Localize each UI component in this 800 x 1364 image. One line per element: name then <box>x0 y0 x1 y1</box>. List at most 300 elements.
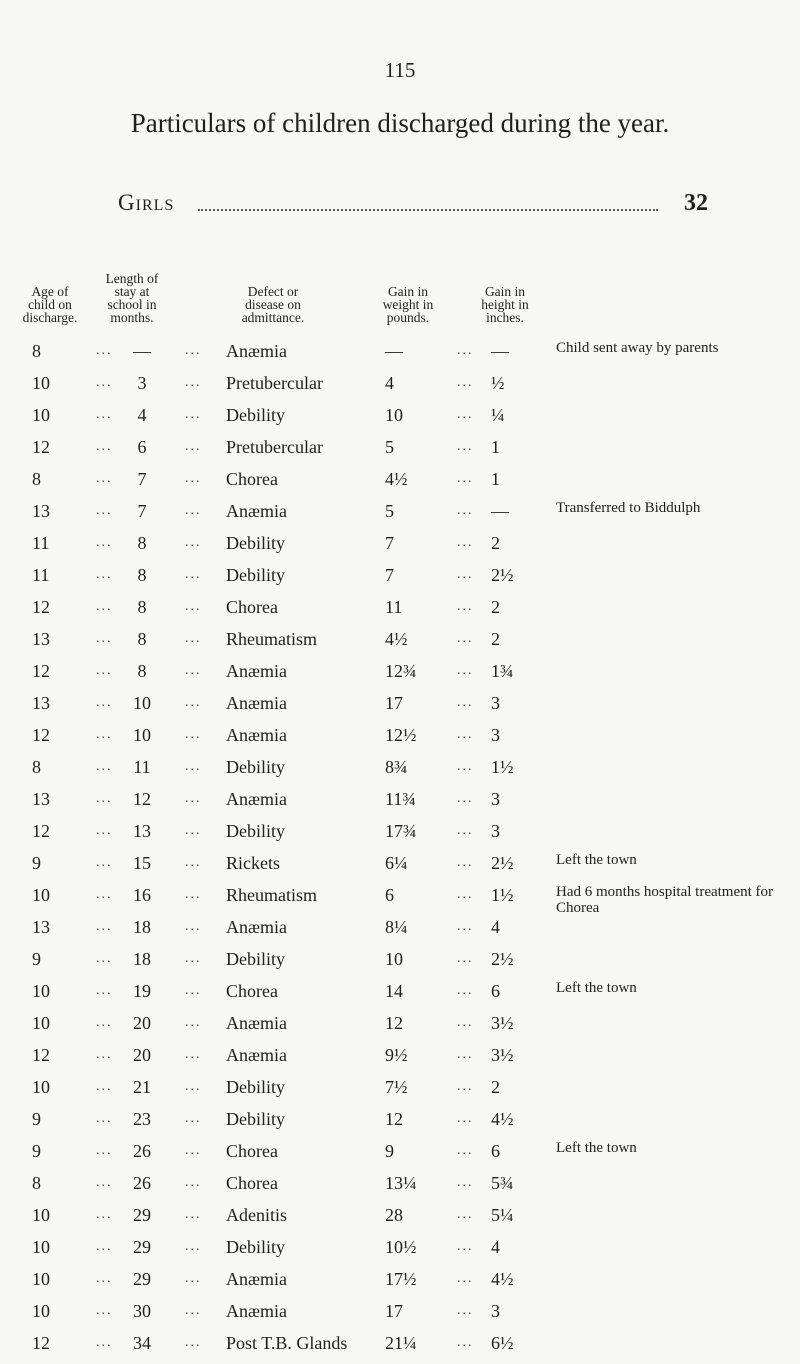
dots-separator: ... <box>96 599 113 614</box>
dots-separator: ... <box>96 535 113 550</box>
defect-cell: Chorea <box>226 1173 278 1193</box>
height-cell: 2 <box>491 597 500 617</box>
length-cell: 34 <box>133 1333 151 1353</box>
age-cell: 10 <box>32 1077 50 1097</box>
dots-separator: ... <box>457 375 474 390</box>
age-cell: 10 <box>32 405 50 425</box>
dots-separator: ... <box>96 695 113 710</box>
defect-cell: Rickets <box>226 853 280 873</box>
defect-cell: Chorea <box>226 981 278 1001</box>
dots-separator: ... <box>96 503 113 518</box>
dots-separator: ... <box>96 439 113 454</box>
table-row <box>0 500 800 532</box>
table-row <box>0 340 800 372</box>
age-cell: 12 <box>32 437 50 457</box>
table-row <box>0 1300 800 1332</box>
height-cell: ¼ <box>491 405 505 425</box>
length-cell: 7 <box>137 469 147 489</box>
column-headers <box>0 270 800 340</box>
remark-cell: Transferred to Biddulph <box>556 500 701 516</box>
weight-cell: 17¾ <box>385 821 417 841</box>
age-cell: 9 <box>32 1141 41 1161</box>
length-cell: 8 <box>137 565 147 585</box>
length-cell: 8 <box>137 629 147 649</box>
weight-cell: 13¼ <box>385 1173 417 1193</box>
dots-separator: ... <box>96 1047 113 1062</box>
dots-separator: ... <box>185 663 202 678</box>
header-line: stay at <box>114 284 150 299</box>
dots-separator: ... <box>457 439 474 454</box>
dots-separator: ... <box>96 1079 113 1094</box>
age-cell: 9 <box>32 1109 41 1129</box>
height-cell: 4½ <box>491 1269 514 1289</box>
table-row <box>0 852 800 884</box>
table-row <box>0 1204 800 1236</box>
table-row <box>0 1012 800 1044</box>
table-row <box>0 884 800 916</box>
weight-cell: 12 <box>385 1109 403 1129</box>
dots-separator: ... <box>185 535 202 550</box>
dots-separator: ... <box>457 759 474 774</box>
header-line: Defect or <box>247 284 299 299</box>
dots-separator: ... <box>185 1271 202 1286</box>
header-line: Gain in <box>484 284 526 299</box>
weight-cell: 5 <box>385 501 394 521</box>
weight-cell: 7 <box>385 533 394 553</box>
age-cell: 12 <box>32 725 50 745</box>
age-cell: 8 <box>32 341 41 361</box>
table-row <box>0 468 800 500</box>
height-cell: 2 <box>491 1077 500 1097</box>
dots-separator: ... <box>457 1239 474 1254</box>
dots-separator: ... <box>457 823 474 838</box>
dots-separator: ... <box>457 1271 474 1286</box>
weight-cell: 4 <box>385 373 394 393</box>
dots-separator: ... <box>185 503 202 518</box>
defect-cell: Post T.B. Glands <box>226 1333 348 1353</box>
weight-cell: 12½ <box>385 725 417 745</box>
header-line: Age of <box>31 284 69 299</box>
defect-cell: Debility <box>226 533 285 553</box>
table-row <box>0 820 800 852</box>
weight-cell: 7 <box>385 565 394 585</box>
height-cell: 2½ <box>491 853 514 873</box>
height-cell: ½ <box>491 373 505 393</box>
table-row <box>0 564 800 596</box>
dots-separator: ... <box>457 1175 474 1190</box>
length-cell: 16 <box>133 885 151 905</box>
defect-cell: Debility <box>226 405 285 425</box>
dots-separator: ... <box>457 1111 474 1126</box>
dots-separator: ... <box>457 1143 474 1158</box>
dots-separator: ... <box>185 1303 202 1318</box>
weight-cell: — <box>385 341 403 361</box>
dots-separator: ... <box>185 1143 202 1158</box>
age-cell: 10 <box>32 1205 50 1225</box>
defect-cell: Anæmia <box>226 1301 287 1321</box>
weight-cell: 17 <box>385 1301 403 1321</box>
dots-separator: ... <box>185 407 202 422</box>
header-defect <box>203 285 343 324</box>
weight-cell: 11¾ <box>385 789 416 809</box>
table-row <box>0 1172 800 1204</box>
age-cell: 10 <box>32 373 50 393</box>
header-age <box>20 285 80 324</box>
page-number: 115 <box>384 58 416 82</box>
dots-separator: ... <box>185 695 202 710</box>
table-row <box>0 404 800 436</box>
dots-separator: ... <box>96 1175 113 1190</box>
dots-separator: ... <box>96 919 113 934</box>
weight-cell: 17½ <box>385 1269 417 1289</box>
weight-cell: 14 <box>385 981 403 1001</box>
dots-separator: ... <box>185 919 202 934</box>
age-cell: 11 <box>32 565 50 585</box>
weight-cell: 10½ <box>385 1237 417 1257</box>
dots-separator: ... <box>96 823 113 838</box>
table-row <box>0 1076 800 1108</box>
dots-separator: ... <box>185 727 202 742</box>
height-cell: 3 <box>491 693 500 713</box>
length-cell: 8 <box>137 597 147 617</box>
dots-separator: ... <box>185 631 202 646</box>
header-line: months. <box>110 310 154 325</box>
dots-separator: ... <box>185 471 202 486</box>
table-row <box>0 532 800 564</box>
dot-leader <box>198 209 658 211</box>
dots-separator: ... <box>457 631 474 646</box>
length-cell: 11 <box>133 757 151 777</box>
header-line: pounds. <box>386 310 430 325</box>
dots-separator: ... <box>96 471 113 486</box>
height-cell: 5¾ <box>491 1173 514 1193</box>
height-cell: 2 <box>491 533 500 553</box>
age-cell: 13 <box>32 789 50 809</box>
height-cell: 3 <box>491 789 500 809</box>
age-cell: 12 <box>32 661 50 681</box>
height-cell: 1¾ <box>491 661 514 681</box>
table-row <box>0 372 800 404</box>
length-cell: 29 <box>133 1205 151 1225</box>
height-cell: 1½ <box>491 757 514 777</box>
height-cell: 5¼ <box>491 1205 514 1225</box>
header-line: child on <box>28 297 72 312</box>
age-cell: 13 <box>32 917 50 937</box>
table-row <box>0 660 800 692</box>
header-line: Gain in <box>387 284 429 299</box>
defect-cell: Rheumatism <box>226 885 317 905</box>
dots-separator: ... <box>96 727 113 742</box>
dots-separator: ... <box>457 727 474 742</box>
defect-cell: Debility <box>226 949 285 969</box>
dots-separator: ... <box>457 503 474 518</box>
dots-separator: ... <box>185 983 202 998</box>
dots-separator: ... <box>185 855 202 870</box>
height-cell: 6 <box>491 981 500 1001</box>
dots-separator: ... <box>457 695 474 710</box>
age-cell: 10 <box>32 981 50 1001</box>
length-cell: 6 <box>137 437 147 457</box>
table-row <box>0 756 800 788</box>
dots-separator: ... <box>457 951 474 966</box>
height-cell: — <box>491 501 509 521</box>
table-row <box>0 1268 800 1300</box>
dots-separator: ... <box>457 343 474 358</box>
length-cell: 20 <box>133 1045 151 1065</box>
header-line: weight in <box>382 297 434 312</box>
length-cell: 15 <box>133 853 151 873</box>
length-cell: 26 <box>133 1141 151 1161</box>
defect-cell: Pretubercular <box>226 437 323 457</box>
length-cell: 8 <box>137 661 147 681</box>
table-row <box>0 596 800 628</box>
header-line: inches. <box>486 310 524 325</box>
age-cell: 10 <box>32 1301 50 1321</box>
dots-separator: ... <box>457 1015 474 1030</box>
dots-separator: ... <box>457 919 474 934</box>
height-cell: 1 <box>491 469 500 489</box>
header-weight <box>368 285 448 324</box>
header-line: school in <box>107 297 157 312</box>
dots-separator: ... <box>96 887 113 902</box>
weight-cell: 4½ <box>385 629 408 649</box>
height-cell: 4½ <box>491 1109 514 1129</box>
defect-cell: Debility <box>226 821 285 841</box>
weight-cell: 12¾ <box>385 661 417 681</box>
length-cell: 29 <box>133 1237 151 1257</box>
dots-separator: ... <box>457 983 474 998</box>
dots-separator: ... <box>96 1239 113 1254</box>
age-cell: 13 <box>32 501 50 521</box>
dots-separator: ... <box>185 439 202 454</box>
defect-cell: Anæmia <box>226 1045 287 1065</box>
dots-separator: ... <box>185 887 202 902</box>
dots-separator: ... <box>185 951 202 966</box>
height-cell: 3½ <box>491 1013 514 1033</box>
defect-cell: Chorea <box>226 597 278 617</box>
age-cell: 10 <box>32 1269 50 1289</box>
height-cell: 1 <box>491 437 500 457</box>
remark-cell: Had 6 months hospital treatment for Chorea <box>556 884 774 916</box>
weight-cell: 9 <box>385 1141 394 1161</box>
dots-separator: ... <box>96 631 113 646</box>
defect-cell: Anæmia <box>226 501 287 521</box>
defect-cell: Rheumatism <box>226 629 317 649</box>
dots-separator: ... <box>457 535 474 550</box>
dots-separator: ... <box>457 791 474 806</box>
dots-separator: ... <box>96 759 113 774</box>
age-cell: 10 <box>32 1237 50 1257</box>
length-cell: 10 <box>133 693 151 713</box>
dots-separator: ... <box>185 1207 202 1222</box>
length-cell: 12 <box>133 789 151 809</box>
dots-separator: ... <box>185 375 202 390</box>
table-row <box>0 1236 800 1268</box>
remark-cell: Left the town <box>556 980 637 996</box>
defect-cell: Anæmia <box>226 789 287 809</box>
table-row <box>0 1108 800 1140</box>
dots-separator: ... <box>96 983 113 998</box>
length-cell: 7 <box>137 501 147 521</box>
dots-separator: ... <box>96 1207 113 1222</box>
weight-cell: 28 <box>385 1205 403 1225</box>
age-cell: 9 <box>32 949 41 969</box>
dots-separator: ... <box>185 1239 202 1254</box>
header-length <box>82 272 182 324</box>
dots-separator: ... <box>96 791 113 806</box>
weight-cell: 8¾ <box>385 757 408 777</box>
age-cell: 12 <box>32 821 50 841</box>
defect-cell: Adenitis <box>226 1205 287 1225</box>
height-cell: 3 <box>491 725 500 745</box>
section-heading <box>118 190 708 222</box>
age-cell: 10 <box>32 885 50 905</box>
age-cell: 8 <box>32 757 41 777</box>
length-cell: 29 <box>133 1269 151 1289</box>
weight-cell: 11 <box>385 597 403 617</box>
dots-separator: ... <box>185 791 202 806</box>
section-label: Girls <box>118 190 178 216</box>
table-row <box>0 692 800 724</box>
dots-separator: ... <box>96 1335 113 1350</box>
height-cell: 4 <box>491 917 500 937</box>
age-cell: 12 <box>32 597 50 617</box>
header-line: discharge. <box>22 310 78 325</box>
height-cell: 2½ <box>491 565 514 585</box>
defect-cell: Anæmia <box>226 1269 287 1289</box>
height-cell: 4 <box>491 1237 500 1257</box>
defect-cell: Anæmia <box>226 1013 287 1033</box>
table-row <box>0 980 800 1012</box>
defect-cell: Anæmia <box>226 917 287 937</box>
dots-separator: ... <box>457 1207 474 1222</box>
table-row <box>0 724 800 756</box>
defect-cell: Anæmia <box>226 661 287 681</box>
dots-separator: ... <box>457 599 474 614</box>
dots-separator: ... <box>457 663 474 678</box>
defect-cell: Pretubercular <box>226 373 323 393</box>
dots-separator: ... <box>96 1143 113 1158</box>
length-cell: 21 <box>133 1077 151 1097</box>
dots-separator: ... <box>96 1111 113 1126</box>
dots-separator: ... <box>96 1303 113 1318</box>
dots-separator: ... <box>185 567 202 582</box>
weight-cell: 8¼ <box>385 917 408 937</box>
age-cell: 12 <box>32 1045 50 1065</box>
dots-separator: ... <box>457 1047 474 1062</box>
age-cell: 13 <box>32 629 50 649</box>
weight-cell: 5 <box>385 437 394 457</box>
height-cell: 2½ <box>491 949 514 969</box>
height-cell: 1½ <box>491 885 514 905</box>
age-cell: 9 <box>32 853 41 873</box>
weight-cell: 6 <box>385 885 394 905</box>
header-line: Length of <box>105 271 159 286</box>
height-cell: 3 <box>491 1301 500 1321</box>
defect-cell: Chorea <box>226 469 278 489</box>
height-cell: 2 <box>491 629 500 649</box>
dots-separator: ... <box>185 759 202 774</box>
page-title: Particulars of children discharged during the year. <box>130 108 670 138</box>
defect-cell: Debility <box>226 565 285 585</box>
data-table <box>0 340 800 1364</box>
length-cell: — <box>133 341 151 361</box>
height-cell: 6 <box>491 1141 500 1161</box>
section-count: 32 <box>680 190 708 217</box>
remark-cell: Child sent away by parents <box>556 340 719 356</box>
weight-cell: 12 <box>385 1013 403 1033</box>
dots-separator: ... <box>185 1111 202 1126</box>
height-cell: 6½ <box>491 1333 514 1353</box>
age-cell: 13 <box>32 693 50 713</box>
header-line: height in <box>481 297 529 312</box>
dots-separator: ... <box>96 855 113 870</box>
length-cell: 18 <box>133 949 151 969</box>
weight-cell: 10 <box>385 405 403 425</box>
defect-cell: Debility <box>226 757 285 777</box>
length-cell: 30 <box>133 1301 151 1321</box>
header-line: disease on <box>245 297 301 312</box>
remark-cell: Left the town <box>556 1140 637 1156</box>
dots-separator: ... <box>185 1335 202 1350</box>
table-row <box>0 1140 800 1172</box>
length-cell: 20 <box>133 1013 151 1033</box>
defect-cell: Chorea <box>226 1141 278 1161</box>
dots-separator: ... <box>96 1271 113 1286</box>
length-cell: 23 <box>133 1109 151 1129</box>
weight-cell: 21¼ <box>385 1333 417 1353</box>
table-row <box>0 948 800 980</box>
age-cell: 11 <box>32 533 50 553</box>
defect-cell: Debility <box>226 1237 285 1257</box>
dots-separator: ... <box>457 1303 474 1318</box>
height-cell: — <box>491 341 509 361</box>
dots-separator: ... <box>457 567 474 582</box>
table-row <box>0 1044 800 1076</box>
length-cell: 26 <box>133 1173 151 1193</box>
age-cell: 8 <box>32 1173 41 1193</box>
height-cell: 3 <box>491 821 500 841</box>
table-row <box>0 788 800 820</box>
dots-separator: ... <box>185 1015 202 1030</box>
height-cell: 3½ <box>491 1045 514 1065</box>
dots-separator: ... <box>96 1015 113 1030</box>
length-cell: 8 <box>137 533 147 553</box>
weight-cell: 6¼ <box>385 853 408 873</box>
age-cell: 12 <box>32 1333 50 1353</box>
weight-cell: 9½ <box>385 1045 408 1065</box>
defect-cell: Debility <box>226 1077 285 1097</box>
length-cell: 19 <box>133 981 151 1001</box>
table-row <box>0 916 800 948</box>
defect-cell: Debility <box>226 1109 285 1129</box>
dots-separator: ... <box>96 951 113 966</box>
defect-cell: Anæmia <box>226 341 287 361</box>
age-cell: 8 <box>32 469 41 489</box>
dots-separator: ... <box>457 855 474 870</box>
dots-separator: ... <box>185 823 202 838</box>
length-cell: 13 <box>133 821 151 841</box>
dots-separator: ... <box>96 407 113 422</box>
dots-separator: ... <box>185 1047 202 1062</box>
dots-separator: ... <box>185 1079 202 1094</box>
dots-separator: ... <box>96 567 113 582</box>
header-height <box>465 285 545 324</box>
remark-cell: Left the town <box>556 852 637 868</box>
length-cell: 18 <box>133 917 151 937</box>
weight-cell: 10 <box>385 949 403 969</box>
dots-separator: ... <box>185 1175 202 1190</box>
